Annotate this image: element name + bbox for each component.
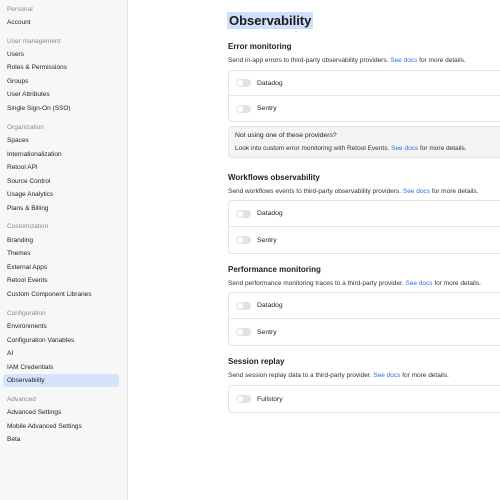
error-monitoring-docs-link[interactable]: See docs	[390, 57, 418, 64]
sidebar-section-personal: Personal	[7, 6, 33, 13]
performance-desc	[228, 280, 481, 287]
provider-row-sentry	[229, 319, 500, 345]
workflows-desc	[228, 188, 478, 195]
sidebar-item-internationalization[interactable]: Internationalization	[7, 151, 62, 158]
provider-row-datadog	[229, 201, 500, 227]
notice-desc-text: Look into custom error monitoring with Retool Events.	[235, 145, 390, 152]
sidebar-section-advanced: Advanced	[7, 396, 36, 403]
sidebar-item-retool-api[interactable]: Retool API	[7, 164, 38, 171]
provider-label: Datadog	[257, 302, 283, 309]
error-monitoring-title: Error monitoring	[228, 42, 292, 51]
sidebar-item-branding[interactable]: Branding	[7, 237, 34, 244]
datadog-toggle[interactable]	[236, 79, 251, 87]
performance-desc-suffix: for more details.	[434, 280, 481, 287]
workflows-title: Workflows observability	[228, 173, 320, 182]
session-replay-desc-text: Send session replay data to a third-party provider.	[228, 372, 372, 379]
main-content	[128, 0, 500, 500]
sentry-toggle[interactable]	[236, 105, 251, 113]
sidebar-item-plans-billing[interactable]: Plans & Billing	[7, 205, 49, 212]
workflows-card	[228, 200, 500, 254]
sidebar-item-sso[interactable]: Single Sign-On (SSO)	[7, 105, 71, 112]
sidebar-item-external-apps[interactable]: External Apps	[7, 264, 48, 271]
provider-label: Sentry	[257, 105, 277, 112]
provider-label: Datadog	[257, 210, 283, 217]
provider-row-sentry	[229, 227, 500, 253]
sidebar-section-configuration: Configuration	[7, 310, 46, 317]
settings-sidebar	[0, 0, 128, 500]
workflows-desc-suffix: for more details.	[431, 188, 479, 195]
performance-docs-link[interactable]: See docs	[405, 280, 433, 287]
sidebar-item-themes[interactable]: Themes	[7, 250, 31, 257]
notice-title: Not using one of these providers?	[235, 132, 337, 139]
sidebar-item-users[interactable]: Users	[7, 51, 24, 58]
sidebar-item-configuration-variables[interactable]: Configuration Variables	[7, 337, 75, 344]
provider-row-datadog	[229, 293, 500, 319]
sidebar-item-iam-credentials[interactable]: IAM Credentials	[7, 364, 54, 371]
sentry-toggle[interactable]	[236, 328, 251, 336]
session-replay-title: Session replay	[228, 357, 285, 366]
error-monitoring-desc-text: Send in-app errors to third-party observability providers.	[228, 57, 389, 64]
provider-row-datadog	[229, 71, 500, 96]
session-replay-desc-suffix: for more details.	[402, 372, 449, 379]
error-monitoring-card	[228, 70, 500, 122]
provider-row-sentry	[229, 96, 500, 121]
notice-docs-link[interactable]: See docs	[391, 145, 419, 152]
provider-row-fullstory	[229, 386, 500, 412]
sidebar-item-usage-analytics[interactable]: Usage Analytics	[7, 191, 54, 198]
sidebar-item-mobile-advanced-settings[interactable]: Mobile Advanced Settings	[7, 423, 82, 430]
sidebar-item-environments[interactable]: Environments	[7, 323, 47, 330]
session-replay-docs-link[interactable]: See docs	[373, 372, 401, 379]
sidebar-item-custom-component-libraries[interactable]: Custom Component Libraries	[7, 291, 92, 298]
sidebar-item-groups[interactable]: Groups	[7, 78, 29, 85]
sidebar-item-observability[interactable]: Observability	[3, 374, 119, 387]
sidebar-item-retool-events[interactable]: Retool Events	[7, 277, 48, 284]
performance-card	[228, 292, 500, 346]
sidebar-item-advanced-settings[interactable]: Advanced Settings	[7, 409, 62, 416]
sidebar-item-account[interactable]: Account	[7, 19, 31, 26]
sidebar-item-ai[interactable]: AI	[7, 350, 14, 357]
sidebar-item-beta[interactable]: Beta	[7, 436, 21, 443]
workflows-desc-text: Send workflows events to third-party observability providers.	[228, 188, 402, 195]
page-title: Observability	[229, 13, 312, 28]
notice-desc	[235, 145, 500, 152]
provider-label: Sentry	[257, 236, 277, 244]
provider-label: Datadog	[257, 79, 283, 87]
session-replay-desc	[228, 372, 449, 379]
notice-desc-suffix: for more details.	[420, 145, 467, 152]
sidebar-item-source-control[interactable]: Source Control	[7, 178, 51, 185]
workflows-docs-link[interactable]: See docs	[402, 188, 430, 195]
error-monitoring-desc-suffix: for more details.	[419, 57, 466, 64]
performance-desc-text: Send performance monitoring traces to a third-party provider.	[228, 280, 404, 287]
performance-title: Performance monitoring	[228, 265, 321, 274]
datadog-toggle[interactable]	[236, 302, 251, 310]
custom-monitoring-notice	[228, 126, 500, 158]
session-replay-card	[228, 385, 500, 413]
sidebar-item-user-attributes[interactable]: User Attributes	[7, 91, 50, 98]
datadog-toggle[interactable]	[236, 210, 251, 218]
sidebar-section-customization: Customization	[7, 223, 49, 230]
error-monitoring-desc	[228, 57, 466, 64]
sidebar-section-organization: Organization	[7, 124, 44, 131]
sidebar-section-user-management: User management	[7, 38, 61, 45]
provider-label: Sentry	[257, 328, 277, 336]
sentry-toggle[interactable]	[236, 236, 251, 244]
fullstory-toggle[interactable]	[236, 395, 251, 403]
sidebar-item-spaces[interactable]: Spaces	[7, 137, 29, 144]
sidebar-item-roles-permissions[interactable]: Roles & Permissions	[7, 64, 67, 71]
provider-label: Fullstory	[257, 395, 283, 403]
